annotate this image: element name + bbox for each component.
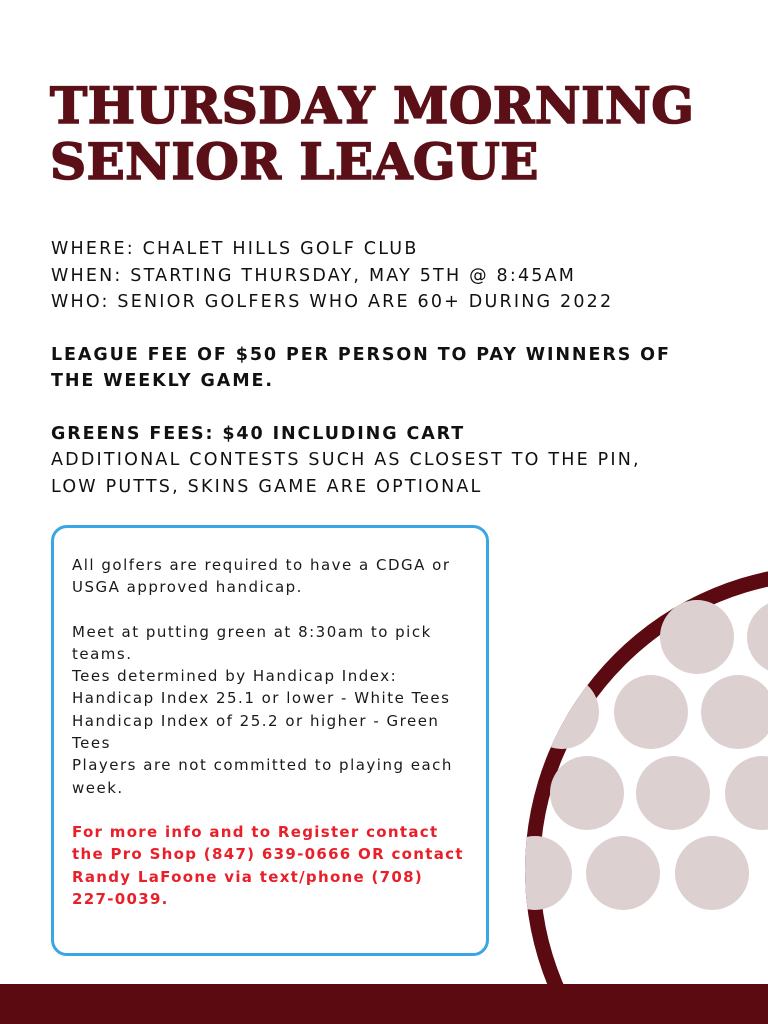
dimple bbox=[498, 836, 572, 910]
title-line-1: THURSDAY MORNING bbox=[50, 76, 695, 135]
who-text: WHO: SENIOR GOLFERS WHO ARE 60+ DURING 2022 bbox=[51, 292, 614, 312]
bottom-bar bbox=[0, 984, 768, 1024]
handicap-requirement: All golfers are required to have a CDGA or USGA approved handicap. bbox=[72, 556, 451, 597]
where-text: WHERE: CHALET HILLS GOLF CLUB bbox=[51, 239, 419, 259]
green-tees-info: Handicap Index of 25.2 or higher - Green Tees bbox=[72, 711, 440, 753]
dimple bbox=[614, 675, 688, 749]
dimple bbox=[675, 836, 749, 910]
dimple bbox=[525, 675, 599, 749]
greens-fees-text: GREENS FEES: $40 INCLUDING CART bbox=[51, 423, 466, 444]
meet-info: Meet at putting green at 8:30am to pick teams. bbox=[72, 622, 432, 663]
white-tees-info: Handicap Index 25.1 or lower - White Tees bbox=[72, 689, 451, 708]
dimple bbox=[586, 836, 660, 910]
contests-line-1: ADDITIONAL CONTESTS SUCH AS CLOSEST TO THE PIN, bbox=[51, 450, 641, 470]
contact-info: For more info and to Register contact the Pro Shop (847) 639-0666 OR contact Randy LaFoone via text/phone (708) 227-0039. bbox=[72, 822, 464, 908]
league-fee-line-1: LEAGUE FEE OF $50 PER PERSON TO PAY WINNERS OF bbox=[51, 344, 671, 365]
commitment-info: Players are not committed to playing each week. bbox=[72, 756, 453, 797]
league-fee-line-2: THE WEEKLY GAME. bbox=[51, 371, 274, 391]
contests-line-2: LOW PUTTS, SKINS GAME ARE OPTIONAL bbox=[51, 476, 483, 497]
tees-info: Tees determined by Handicap Index: bbox=[72, 667, 398, 686]
dimple bbox=[636, 756, 710, 830]
title-line-2: SENIOR LEAGUE bbox=[50, 132, 539, 191]
dimple bbox=[660, 600, 734, 674]
dimple bbox=[550, 756, 624, 830]
when-text: WHEN: STARTING THURSDAY, MAY 5TH @ 8:45AM bbox=[51, 265, 577, 286]
info-box bbox=[51, 525, 489, 956]
